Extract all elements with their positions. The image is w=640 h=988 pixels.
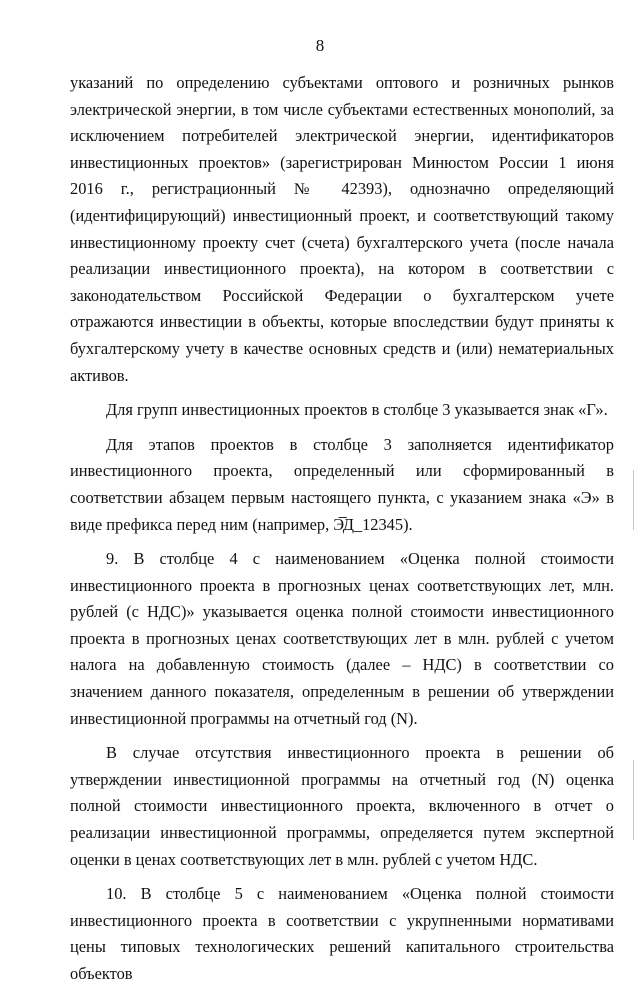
paragraph-continued: указаний по определению субъектами оптового и розничных рынков электрической энергии, в том числе субъектами естественных монополий, за исключением потребителей электрической энергии, идентификаторов инвестиционных проектов» (зарегистрирован Минюстом России 1 июня 2016 г., регистрационный № 42393), однозначно определяющий (идентифицирующий) инвестиционный проект, и соответствующий такому инвестиционному проекту счет (счета) бухгалтерского учета (после начала реализации инвестиционного проекта), на котором в соответствии с законодательством Российской Федерации о бухгалтерском учете отражаются инвестиции в объекты, которые впоследствии будут приняты к бухгалтерскому учету в качестве основных средств и (или) нематериальных активов. xyxy=(70,73,614,385)
paragraph-absence: В случае отсутствия инвестиционного проекта в решении об утверждении инвестиционной программы на отчетный год (N) оценка полной стоимости инвестиционного проекта, включенного в отчет о реализации инвестиционной программы, определяется путем экспертной оценки в ценах соответствующих лет в млн. рублей с учетом НДС. xyxy=(70,743,614,869)
scan-margin-mark xyxy=(633,760,634,840)
document-body xyxy=(70,70,614,988)
page-number: 8 xyxy=(315,36,325,55)
paragraph-groups: Для групп инвестиционных проектов в столбце 3 указывается знак «Г». xyxy=(106,400,608,420)
scan-margin-mark xyxy=(633,470,634,530)
paragraph-stages: Для этапов проектов в столбце 3 заполняется идентификатор инвестиционного проекта, определенный или сформированный в соответствии абзацем первым настоящего пункта, с указанием знака «Э» в виде префикса перед ним (например, Э̅Д_12345). xyxy=(70,434,614,534)
paragraph-item-10: 10. В столбце 5 с наименованием «Оценка полной стоимости инвестиционного проекта в соответствии с укрупненными нормативами цены типовых технологических решений капитального строительства объектов xyxy=(70,884,614,983)
paragraph-item-9: 9. В столбце 4 с наименованием «Оценка полной стоимости инвестиционного проекта в прогнозных ценах соответствующих лет, млн. рублей (с НДС)» указывается оценка полной стоимости инвестиционного проекта в прогнозных ценах соответствующих лет в млн. рублей с учетом налога на добавленную стоимость (далее – НДС) в соответствии со значением данного показателя, определенным в решении об утверждении инвестиционной программы на отчетный год (N). xyxy=(70,549,614,728)
